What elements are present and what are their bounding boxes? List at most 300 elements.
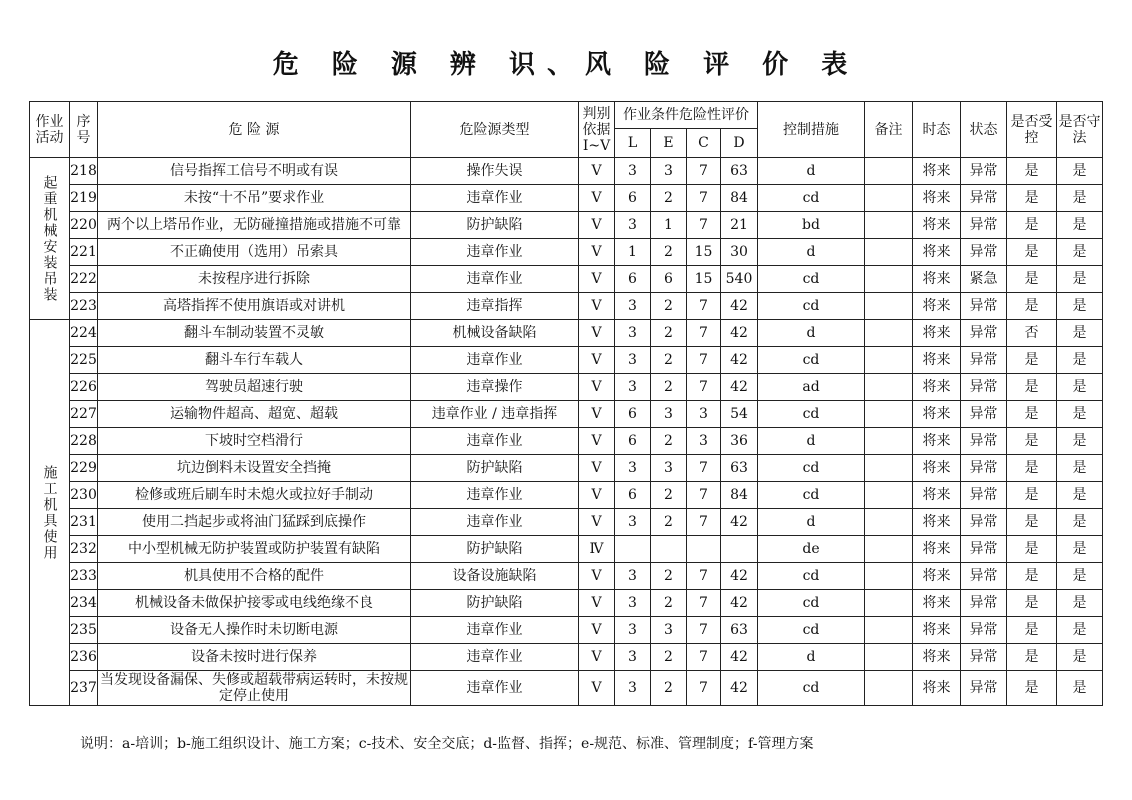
cell-E: 2 (651, 563, 687, 590)
table-row (30, 428, 1103, 455)
table-row (30, 482, 1103, 509)
cell-C: 7 (687, 158, 721, 185)
cell-controlled: 是 (1007, 671, 1057, 706)
legend-note: 说明：a-培训；b-施工组织设计、施工方案；c-技术、安全交底；d-监督、指挥；e-规范、标准、管理制度；f-管理方案 (80, 736, 814, 752)
cell-L: 1 (615, 239, 651, 266)
cell-measure: d (758, 428, 865, 455)
cell-tense: 将来 (913, 617, 961, 644)
cell-L: 3 (615, 617, 651, 644)
cell-D (721, 536, 758, 563)
cell-D: 42 (721, 671, 758, 706)
cell-lawful: 是 (1057, 401, 1103, 428)
header-activity: 作业活动 (30, 102, 70, 158)
cell-measure: cd (758, 347, 865, 374)
cell-basis: Ⅴ (579, 590, 615, 617)
cell-D: 42 (721, 320, 758, 347)
cell-measure: cd (758, 563, 865, 590)
cell-hazard: 中小型机械无防护装置或防护装置有缺陷 (98, 536, 411, 563)
cell-no: 233 (70, 563, 98, 590)
cell-D: 540 (721, 266, 758, 293)
cell-state: 异常 (961, 617, 1007, 644)
cell-controlled: 是 (1007, 617, 1057, 644)
cell-L (615, 536, 651, 563)
cell-E: 2 (651, 644, 687, 671)
cell-D: 84 (721, 482, 758, 509)
cell-no: 230 (70, 482, 98, 509)
cell-basis: Ⅴ (579, 509, 615, 536)
cell-C (687, 536, 721, 563)
cell-lawful: 是 (1057, 158, 1103, 185)
cell-E: 1 (651, 212, 687, 239)
cell-lawful: 是 (1057, 428, 1103, 455)
cell-tense: 将来 (913, 293, 961, 320)
cell-D: 63 (721, 158, 758, 185)
cell-lawful: 是 (1057, 482, 1103, 509)
table-row (30, 563, 1103, 590)
cell-D: 42 (721, 509, 758, 536)
cell-remark (865, 158, 913, 185)
table-row (30, 185, 1103, 212)
table-row (30, 212, 1103, 239)
cell-state: 异常 (961, 374, 1007, 401)
cell-hazard: 信号指挥工信号不明或有误 (98, 158, 411, 185)
cell-state: 异常 (961, 509, 1007, 536)
header-lawful: 是否守法 (1057, 102, 1103, 158)
cell-L: 6 (615, 185, 651, 212)
activity-cell: 施工机具使用 (30, 320, 70, 706)
cell-type: 违章作业 (411, 482, 579, 509)
cell-hazard: 设备无人操作时未切断电源 (98, 617, 411, 644)
cell-remark (865, 374, 913, 401)
cell-type: 违章作业 (411, 617, 579, 644)
cell-measure: cd (758, 455, 865, 482)
cell-no: 235 (70, 617, 98, 644)
cell-lawful: 是 (1057, 212, 1103, 239)
cell-E: 2 (651, 347, 687, 374)
cell-tense: 将来 (913, 563, 961, 590)
cell-lawful: 是 (1057, 671, 1103, 706)
cell-controlled: 是 (1007, 185, 1057, 212)
header-type: 危险源类型 (411, 102, 579, 158)
cell-hazard: 翻斗车制动装置不灵敏 (98, 320, 411, 347)
cell-remark (865, 509, 913, 536)
cell-hazard: 设备未按时进行保养 (98, 644, 411, 671)
table-body (30, 158, 1103, 706)
cell-basis: Ⅴ (579, 428, 615, 455)
table-row (30, 455, 1103, 482)
cell-tense: 将来 (913, 266, 961, 293)
cell-remark (865, 617, 913, 644)
cell-L: 3 (615, 563, 651, 590)
cell-controlled: 是 (1007, 590, 1057, 617)
cell-measure: cd (758, 482, 865, 509)
cell-measure: d (758, 320, 865, 347)
header-measure: 控制措施 (758, 102, 865, 158)
cell-C: 7 (687, 455, 721, 482)
cell-type: 防护缺陷 (411, 590, 579, 617)
cell-measure: cd (758, 266, 865, 293)
header-hazard: 危 险 源 (98, 102, 411, 158)
cell-no: 237 (70, 671, 98, 706)
cell-no: 234 (70, 590, 98, 617)
cell-state: 异常 (961, 347, 1007, 374)
cell-type: 违章作业 (411, 185, 579, 212)
cell-controlled: 是 (1007, 428, 1057, 455)
cell-basis: Ⅴ (579, 212, 615, 239)
cell-E (651, 536, 687, 563)
cell-measure: d (758, 239, 865, 266)
cell-state: 异常 (961, 158, 1007, 185)
cell-lawful: 是 (1057, 644, 1103, 671)
cell-no: 228 (70, 428, 98, 455)
cell-measure: cd (758, 293, 865, 320)
cell-state: 异常 (961, 293, 1007, 320)
cell-D: 42 (721, 293, 758, 320)
cell-D: 63 (721, 455, 758, 482)
cell-C: 7 (687, 374, 721, 401)
cell-controlled: 是 (1007, 455, 1057, 482)
cell-D: 42 (721, 374, 758, 401)
cell-C: 7 (687, 320, 721, 347)
cell-hazard: 检修或班后刷车时未熄火或拉好手制动 (98, 482, 411, 509)
cell-L: 3 (615, 509, 651, 536)
cell-basis: Ⅳ (579, 536, 615, 563)
header-remark: 备注 (865, 102, 913, 158)
cell-L: 3 (615, 644, 651, 671)
table-row (30, 644, 1103, 671)
cell-remark (865, 590, 913, 617)
cell-E: 2 (651, 428, 687, 455)
cell-tense: 将来 (913, 158, 961, 185)
cell-basis: Ⅴ (579, 482, 615, 509)
cell-type: 违章指挥 (411, 293, 579, 320)
cell-L: 3 (615, 374, 651, 401)
cell-L: 3 (615, 158, 651, 185)
cell-no: 220 (70, 212, 98, 239)
cell-C: 7 (687, 644, 721, 671)
cell-basis: Ⅴ (579, 293, 615, 320)
cell-D: 84 (721, 185, 758, 212)
cell-lawful: 是 (1057, 590, 1103, 617)
cell-remark (865, 671, 913, 706)
cell-hazard: 未按程序进行拆除 (98, 266, 411, 293)
cell-tense: 将来 (913, 212, 961, 239)
cell-basis: Ⅴ (579, 401, 615, 428)
header-tense: 时态 (913, 102, 961, 158)
page-title: 危 险 源 辨 识、风 险 评 价 表 (272, 50, 860, 80)
cell-basis: Ⅴ (579, 374, 615, 401)
cell-hazard: 机械设备未做保护接零或电线绝缘不良 (98, 590, 411, 617)
cell-controlled: 是 (1007, 347, 1057, 374)
cell-remark (865, 293, 913, 320)
cell-no: 219 (70, 185, 98, 212)
cell-remark (865, 563, 913, 590)
cell-measure: bd (758, 212, 865, 239)
cell-tense: 将来 (913, 671, 961, 706)
cell-measure: ad (758, 374, 865, 401)
cell-tense: 将来 (913, 509, 961, 536)
cell-remark (865, 455, 913, 482)
cell-D: 36 (721, 428, 758, 455)
cell-state: 异常 (961, 239, 1007, 266)
cell-lawful: 是 (1057, 455, 1103, 482)
cell-C: 7 (687, 563, 721, 590)
cell-L: 3 (615, 590, 651, 617)
cell-lawful: 是 (1057, 536, 1103, 563)
cell-E: 2 (651, 293, 687, 320)
cell-remark (865, 428, 913, 455)
cell-type: 机械设备缺陷 (411, 320, 579, 347)
cell-no: 221 (70, 239, 98, 266)
cell-no: 225 (70, 347, 98, 374)
cell-no: 236 (70, 644, 98, 671)
cell-type: 防护缺陷 (411, 536, 579, 563)
cell-C: 15 (687, 239, 721, 266)
cell-type: 违章作业 (411, 428, 579, 455)
cell-hazard: 运输物件超高、超宽、超载 (98, 401, 411, 428)
cell-state: 异常 (961, 671, 1007, 706)
cell-no: 232 (70, 536, 98, 563)
cell-controlled: 是 (1007, 266, 1057, 293)
cell-basis: Ⅴ (579, 320, 615, 347)
cell-lawful: 是 (1057, 185, 1103, 212)
cell-tense: 将来 (913, 590, 961, 617)
cell-D: 42 (721, 644, 758, 671)
cell-remark (865, 482, 913, 509)
cell-type: 违章作业 (411, 509, 579, 536)
cell-L: 3 (615, 347, 651, 374)
header-eval: 作业条件危险性评价 (615, 102, 758, 129)
cell-lawful: 是 (1057, 320, 1103, 347)
cell-lawful: 是 (1057, 563, 1103, 590)
cell-tense: 将来 (913, 428, 961, 455)
cell-E: 3 (651, 617, 687, 644)
table-row (30, 671, 1103, 706)
cell-no: 229 (70, 455, 98, 482)
cell-tense: 将来 (913, 320, 961, 347)
cell-C: 7 (687, 347, 721, 374)
cell-measure: d (758, 158, 865, 185)
cell-C: 7 (687, 671, 721, 706)
cell-controlled: 是 (1007, 563, 1057, 590)
cell-measure: d (758, 644, 865, 671)
table-row (30, 401, 1103, 428)
cell-type: 操作失误 (411, 158, 579, 185)
cell-hazard: 机具使用不合格的配件 (98, 563, 411, 590)
cell-hazard: 翻斗车行车载人 (98, 347, 411, 374)
cell-basis: Ⅴ (579, 239, 615, 266)
cell-hazard: 下坡时空档滑行 (98, 428, 411, 455)
cell-E: 2 (651, 320, 687, 347)
cell-remark (865, 401, 913, 428)
cell-controlled: 是 (1007, 401, 1057, 428)
cell-type: 违章作业 / 违章指挥 (411, 401, 579, 428)
cell-measure: cd (758, 401, 865, 428)
cell-basis: Ⅴ (579, 563, 615, 590)
cell-remark (865, 320, 913, 347)
cell-basis: Ⅴ (579, 347, 615, 374)
cell-remark (865, 212, 913, 239)
table-row (30, 158, 1103, 185)
cell-L: 6 (615, 482, 651, 509)
cell-basis: Ⅴ (579, 644, 615, 671)
cell-no: 224 (70, 320, 98, 347)
table-row (30, 320, 1103, 347)
table-row (30, 266, 1103, 293)
cell-state: 异常 (961, 212, 1007, 239)
header-controlled: 是否受控 (1007, 102, 1057, 158)
cell-E: 2 (651, 671, 687, 706)
cell-E: 2 (651, 374, 687, 401)
cell-tense: 将来 (913, 185, 961, 212)
cell-type: 违章作业 (411, 671, 579, 706)
cell-D: 42 (721, 590, 758, 617)
cell-lawful: 是 (1057, 347, 1103, 374)
table-row (30, 617, 1103, 644)
cell-tense: 将来 (913, 455, 961, 482)
cell-lawful: 是 (1057, 509, 1103, 536)
cell-E: 3 (651, 455, 687, 482)
cell-state: 异常 (961, 185, 1007, 212)
cell-basis: Ⅴ (579, 266, 615, 293)
cell-E: 2 (651, 509, 687, 536)
cell-C: 7 (687, 590, 721, 617)
hazard-table (29, 101, 1103, 706)
cell-hazard: 使用二挡起步或将油门猛踩到底操作 (98, 509, 411, 536)
cell-controlled: 是 (1007, 212, 1057, 239)
cell-lawful: 是 (1057, 293, 1103, 320)
cell-E: 2 (651, 482, 687, 509)
cell-D: 54 (721, 401, 758, 428)
cell-remark (865, 239, 913, 266)
cell-state: 异常 (961, 428, 1007, 455)
cell-tense: 将来 (913, 482, 961, 509)
cell-measure: cd (758, 617, 865, 644)
cell-no: 231 (70, 509, 98, 536)
cell-state: 异常 (961, 401, 1007, 428)
cell-E: 3 (651, 401, 687, 428)
table-row (30, 536, 1103, 563)
cell-hazard: 坑边倒料未设置安全挡掩 (98, 455, 411, 482)
cell-lawful: 是 (1057, 617, 1103, 644)
cell-controlled: 是 (1007, 158, 1057, 185)
cell-basis: Ⅴ (579, 617, 615, 644)
cell-type: 防护缺陷 (411, 455, 579, 482)
header-no: 序号 (70, 102, 98, 158)
cell-controlled: 是 (1007, 293, 1057, 320)
cell-tense: 将来 (913, 374, 961, 401)
cell-tense: 将来 (913, 644, 961, 671)
cell-no: 227 (70, 401, 98, 428)
cell-type: 违章作业 (411, 644, 579, 671)
table-row (30, 590, 1103, 617)
cell-lawful: 是 (1057, 266, 1103, 293)
cell-C: 7 (687, 617, 721, 644)
cell-type: 违章作业 (411, 266, 579, 293)
cell-remark (865, 644, 913, 671)
cell-controlled: 是 (1007, 482, 1057, 509)
cell-C: 7 (687, 482, 721, 509)
cell-C: 3 (687, 428, 721, 455)
table-row (30, 509, 1103, 536)
cell-D: 42 (721, 347, 758, 374)
header-D: D (721, 129, 758, 158)
cell-measure: cd (758, 590, 865, 617)
cell-type: 设备设施缺陷 (411, 563, 579, 590)
cell-type: 防护缺陷 (411, 212, 579, 239)
cell-type: 违章作业 (411, 347, 579, 374)
cell-state: 紧急 (961, 266, 1007, 293)
cell-no: 223 (70, 293, 98, 320)
cell-remark (865, 347, 913, 374)
cell-L: 3 (615, 455, 651, 482)
cell-L: 3 (615, 671, 651, 706)
cell-D: 21 (721, 212, 758, 239)
cell-D: 42 (721, 563, 758, 590)
cell-state: 异常 (961, 563, 1007, 590)
cell-no: 226 (70, 374, 98, 401)
cell-basis: Ⅴ (579, 185, 615, 212)
cell-controlled: 否 (1007, 320, 1057, 347)
cell-C: 7 (687, 293, 721, 320)
header-L: L (615, 129, 651, 158)
table-row (30, 239, 1103, 266)
cell-tense: 将来 (913, 536, 961, 563)
cell-remark (865, 536, 913, 563)
cell-L: 6 (615, 428, 651, 455)
cell-type: 违章作业 (411, 239, 579, 266)
cell-tense: 将来 (913, 347, 961, 374)
cell-basis: Ⅴ (579, 671, 615, 706)
cell-state: 异常 (961, 482, 1007, 509)
cell-state: 异常 (961, 590, 1007, 617)
cell-lawful: 是 (1057, 239, 1103, 266)
header-C: C (687, 129, 721, 158)
cell-D: 63 (721, 617, 758, 644)
cell-measure: de (758, 536, 865, 563)
cell-L: 3 (615, 320, 651, 347)
cell-C: 7 (687, 212, 721, 239)
cell-hazard: 不正确使用（选用）吊索具 (98, 239, 411, 266)
cell-E: 2 (651, 185, 687, 212)
table-row (30, 293, 1103, 320)
cell-L: 6 (615, 266, 651, 293)
cell-E: 2 (651, 239, 687, 266)
cell-state: 异常 (961, 536, 1007, 563)
cell-basis: Ⅴ (579, 158, 615, 185)
cell-tense: 将来 (913, 239, 961, 266)
cell-E: 6 (651, 266, 687, 293)
cell-hazard: 当发现设备漏保、失修或超载带病运转时，未按规定停止使用 (98, 671, 411, 706)
header-state: 状态 (961, 102, 1007, 158)
cell-L: 3 (615, 293, 651, 320)
cell-controlled: 是 (1007, 644, 1057, 671)
cell-controlled: 是 (1007, 239, 1057, 266)
header-E: E (651, 129, 687, 158)
cell-D: 30 (721, 239, 758, 266)
cell-hazard: 高塔指挥不使用旗语或对讲机 (98, 293, 411, 320)
cell-no: 222 (70, 266, 98, 293)
cell-C: 7 (687, 509, 721, 536)
table-row (30, 347, 1103, 374)
cell-controlled: 是 (1007, 509, 1057, 536)
cell-remark (865, 266, 913, 293)
cell-type: 违章操作 (411, 374, 579, 401)
header-basis: 判别依据Ⅰ~Ⅴ (579, 102, 615, 158)
cell-measure: cd (758, 185, 865, 212)
cell-hazard: 未按“十不吊”要求作业 (98, 185, 411, 212)
cell-controlled: 是 (1007, 536, 1057, 563)
